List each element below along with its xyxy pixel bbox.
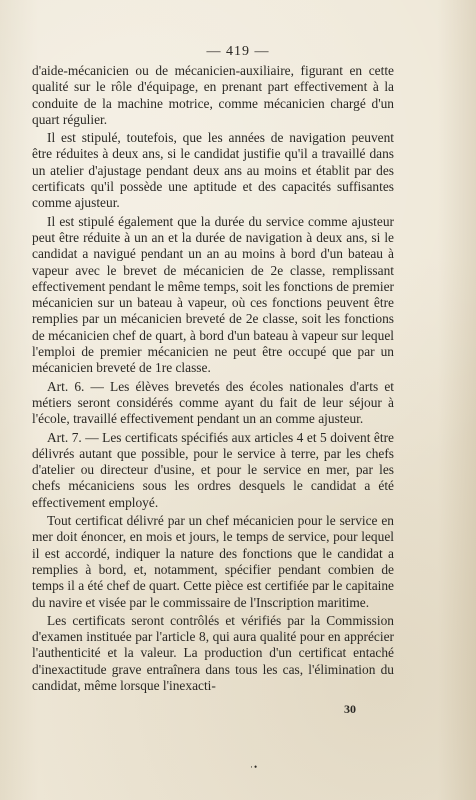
page-number: — 419 — bbox=[206, 44, 270, 59]
paragraph-continuation: d'aide-mécanicien ou de mécanicien-auxiliaire, figurant en cette qualité sur le rôle d'équipage, en prenant part effectivement à la conduite de la machine motrice, comme mécanicien chargé d'un quart régulier. bbox=[32, 63, 394, 127]
paragraph-certificate-sea-service: Tout certificat délivré par un chef mécanicien pour le service en mer doit énoncer, en mois et jours, le temps de service, pour lequel il est accordé, indiquer la nature des fonctions que le candidat a remplies à bord, et, notamment, spécifier pendant combien de temps il a été chef de quart. Cette pièce est certifiée par le capitaine du navire et visée par le commissaire de l'Inscription maritime. bbox=[32, 513, 394, 610]
footer-ornament: ·• bbox=[250, 762, 259, 772]
body-text bbox=[32, 63, 394, 696]
paragraph-article-7: Art. 7. — Les certificats spécifiés aux articles 4 et 5 doivent être délivrés autant que possible, pour le service à terre, par les chefs d'atelier ou directeur d'usine, et pour le service en mer, par les chefs mécaniciens sous les ordres desquels le candidat a été effectivement employé. bbox=[32, 429, 394, 510]
paragraph-certificate-control: Les certificats seront contrôlés et vérifiés par la Commission d'examen instituée par l'article 8, qui aura qualité pour en apprécier l'authenticité et la valeur. La production d'un certificat entaché d'inexactitude grave entraînera dans tous les cas, l'élimination du candidat, même lorsque l'inexacti- bbox=[32, 612, 394, 693]
paragraph-navigation-reduction: Il est stipulé, toutefois, que les années de navigation peuvent être réduites à deux ans, si le candidat justifie qu'il a travaillé dans un atelier d'ajustage pendant deux ans au moins et établit par des certificats qu'il possède une aptitude et des capacités suffisantes comme ajusteur. bbox=[32, 130, 394, 211]
printer-signature-mark: 30 bbox=[344, 702, 356, 716]
paragraph-article-6: Art. 6. — Les élèves brevetés des écoles nationales d'arts et métiers seront considérés comme ayant du fait de leur séjour à l'école, travaillé effectivement pendant un an comme ajusteur. bbox=[32, 378, 394, 427]
paragraph-service-reduction: Il est stipulé également que la durée du service comme ajusteur peut être réduite à un an et la durée de navigation à deux ans, si le candidat a navigué pendant un an au moins à bord d'un bateau à vapeur avec le brevet de mécanicien de 2e classe, remplissant effectivement pendant le même temps, soit les fonctions de premier mécanicien sur un bateau à vapeur, où ces fonctions peuvent être remplies par un mécanicien breveté de 2e classe, soit les fonctions de mécanicien chef de quart, à bord d'un bateau à vapeur sur lequel l'emploi de premier mécanicien ne peut être occupé que par un mécanicien breveté de 1re classe. bbox=[32, 213, 394, 376]
